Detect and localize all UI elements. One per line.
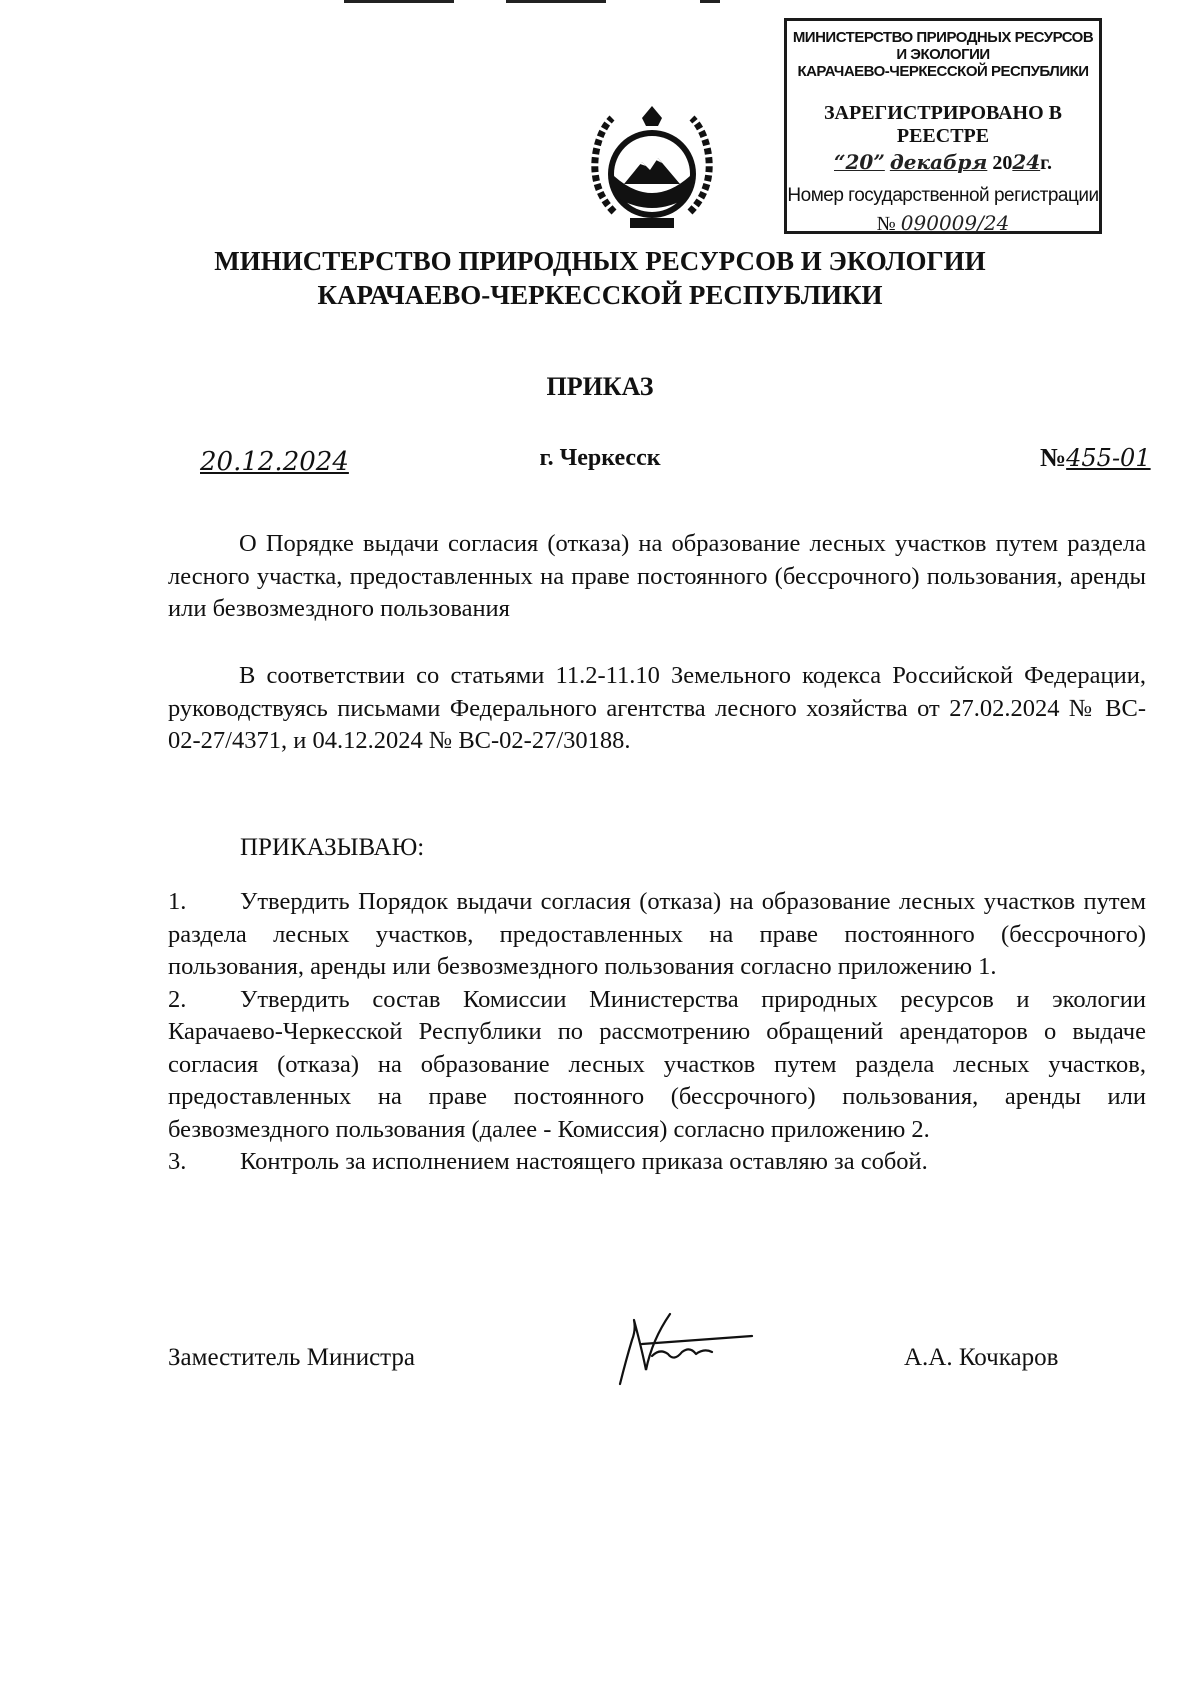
item-number: 3. (168, 1148, 187, 1175)
stamp-date-month: декабря (889, 150, 988, 174)
stamp-registered: ЗАРЕГИСТРИРОВАНО В РЕЕСТРЕ (823, 102, 1063, 147)
order-number-value: 455-01 (1066, 444, 1151, 472)
order-preamble: В соответствии со статьями 11.2-11.10 Земельного кодекса Российской Федерации, руководствуясь письмами Федерального агентства лесного хозяйства от 27.02.2024 № ВС- 02-27/4371, и 04.12.2024 № ВС-02-27/30188. (168, 662, 1146, 754)
list-item (168, 1146, 1146, 1179)
scan-mark (506, 0, 606, 3)
order-number (1040, 443, 1151, 473)
header-line2: КАРАЧАЕВО-ЧЕРКЕССКОЙ РЕСПУБЛИКИ (317, 280, 883, 310)
scan-mark (344, 0, 454, 3)
order-subject: О Порядке выдачи согласия (отказа) на образование лесных участков путем раздела лесного участка, предоставленных на праве постоянного (бессрочного) пользования, аренды или безвозмездного пользования (168, 530, 1146, 622)
stamp-number-prefix: № (876, 213, 896, 235)
registration-stamp (784, 18, 1102, 234)
document-title: ПРИКАЗ (546, 372, 654, 401)
header-line1: МИНИСТЕРСТВО ПРИРОДНЫХ РЕСУРСОВ И ЭКОЛОГИИ (214, 246, 986, 276)
stamp-line2: КАРАЧАЕВО-ЧЕРКЕССКОЙ РЕСПУБЛИКИ (797, 63, 1089, 80)
scan-mark (700, 0, 720, 3)
handwritten-signature-icon (612, 1300, 762, 1390)
stamp-number-label: Номер государственной регистрации (787, 185, 1099, 206)
stamp-number (787, 211, 1099, 236)
item-number: 1. (168, 888, 187, 915)
order-date: 20.12.2024 (200, 447, 349, 477)
order-city: г. Черкесск (539, 445, 661, 471)
stamp-date-year-suffix: г. (1040, 152, 1052, 174)
stamp-line1: МИНИСТЕРСТВО ПРИРОДНЫХ РЕСУРСОВ И ЭКОЛОГИИ (792, 29, 1094, 63)
item-text: Утвердить состав Комиссии Министерства природных ресурсов и экологии Карачаево-Черкесской Республики по рассмотрению обращений арендаторов о выдаче согласия (отказа) на образование лесных участков путем раздела лесных участков, предоставленных на праве постоянного (бессрочного) пользования, аренды или безвозмездного пользования (далее - Комиссия) согласно приложению 2. (168, 985, 1146, 1143)
stamp-date-year-hand: 24 (1012, 150, 1041, 174)
stamp-date (787, 150, 1099, 175)
item-number: 2. (168, 985, 187, 1013)
signer-position: Заместитель Министра (168, 1344, 415, 1371)
signer-name: А.А. Кочкаров (904, 1344, 1059, 1371)
order-items (168, 886, 1146, 1179)
stamp-number-value: 090009/24 (900, 211, 1010, 235)
list-item (168, 984, 1146, 1147)
item-text: Контроль за исполнением настоящего приказа оставляю за собой. (240, 1148, 928, 1175)
stamp-date-day: “20” (834, 150, 885, 174)
order-number-label: № (1040, 443, 1067, 472)
stamp-date-year-prefix: 20 (992, 152, 1013, 174)
list-item (168, 886, 1146, 984)
coat-of-arms-icon (584, 100, 720, 236)
item-text: Утвердить Порядок выдачи согласия (отказа) на образование лесных участков путем раздела лесных участков, предоставленных на праве постоянного (бессрочного) пользования, аренды или безвозмездного пользования согласно приложению 1. (168, 888, 1146, 980)
orders-label: ПРИКАЗЫВАЮ: (240, 834, 425, 861)
